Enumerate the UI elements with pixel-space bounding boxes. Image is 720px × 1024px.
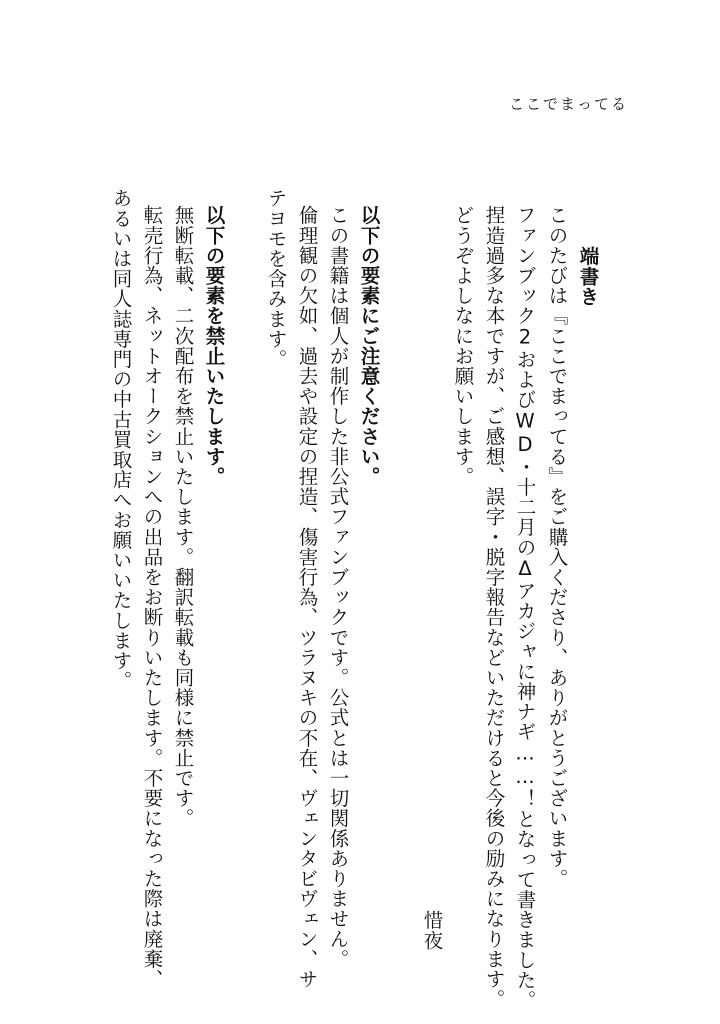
prohibited-line-3: あるいは同人誌専門の中古買取店へお願いいたします。 (109, 188, 133, 691)
notice-heading: 以下の要素にご注意ください。 (357, 205, 381, 487)
notice-line-1: この書籍は個人が制作した非公式ファンブックです。公式とは一切関係ありません。 (326, 205, 350, 969)
afterword-signature: 惜夜 (420, 910, 444, 951)
notice-line-3: テヨモを含みます。 (264, 188, 288, 369)
prohibited-heading: 以下の要素を禁止いたします。 (202, 205, 226, 487)
prohibited-line-1: 無断転載、二次配布を禁止いたします。翻訳転載も同様に禁止です。 (171, 205, 195, 829)
afterword-line-4: どうぞよしなにお願いします。 (451, 205, 475, 487)
afterword-line-3: 捏造過多な本ですが、ご感想、誤字・脱字報告などいただけると今後の励みになります。 (482, 205, 506, 1009)
afterword-heading: 端書き (576, 246, 600, 307)
prohibited-line-2: 転売行為、ネットオークションへの出品をお断りいたします。不要になった際は廃棄、 (140, 205, 164, 989)
notice-line-2: 倫理観の欠如、過去や設定の捏造、傷害行為、ツラヌキの不在、ヴェンタビヴェン、サ (295, 205, 319, 989)
afterword-line-1: このたびは『ここでまってる』をご購入くださり、ありがとうございます。 (545, 205, 569, 889)
afterword-line-2: ファンブック2およびWD・十二月のΔアカジャに神ナギ……！となって書きました。 (513, 205, 537, 1010)
header-title: ここでまってる (508, 95, 628, 113)
